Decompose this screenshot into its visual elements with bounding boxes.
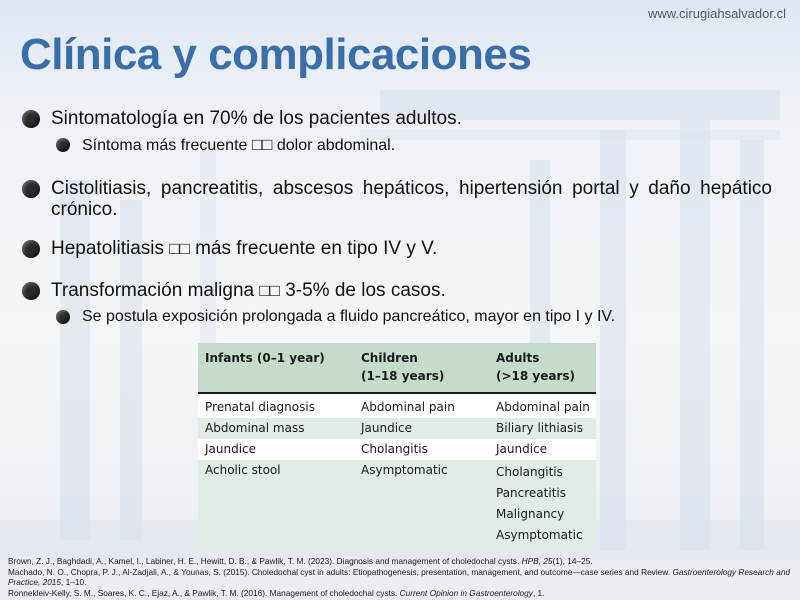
- bullet-dot-icon: [22, 240, 40, 258]
- site-url: www.cirugiahsalvador.cl: [647, 6, 786, 21]
- table-cell: [489, 460, 596, 548]
- arrow-icon: □□: [259, 281, 280, 300]
- sub-bullet-item: [56, 135, 772, 156]
- bullet-dot-icon: [56, 138, 70, 152]
- table-cell-line: Malignancy: [496, 507, 565, 521]
- header-children: Children (1–18 years): [354, 343, 489, 393]
- presentation-table: [198, 343, 596, 546]
- sub-bullet-text: Se postula exposición prolongada a fluido pancreático, mayor en tipo I y IV.: [82, 308, 616, 325]
- reference-item: Machado, N. O., Chopra, P. J., Al-Zadjali, A., & Younas, S. (2015). Choledochal cyst in adults: Etiopathogenesis, presentation, management, and outcome—case series and Review. Gastroenterology Research and Practice, 2015, 1–10.: [8, 566, 791, 588]
- bullet-dot-icon: [22, 282, 40, 300]
- arrow-icon: □□: [169, 239, 190, 258]
- bullet-dot-icon: [22, 180, 40, 198]
- table-row: [198, 460, 596, 548]
- bullet-text: Sintomatología en 70% de los pacientes adultos.: [51, 108, 462, 129]
- reference-item: Ronnekleiv-Kelly, S. M., Soares, K. C., Ejaz, A., & Pawlik, T. M. (2016). Management of choledochal cysts. Current Opinion in Gastroenterology, 1.: [8, 587, 545, 598]
- table-cell: Acholic stool: [198, 460, 354, 548]
- table-header-row: [198, 343, 596, 393]
- bullet-list: [22, 108, 772, 327]
- bullet-item: [22, 280, 772, 301]
- table-cell: Asymptomatic: [354, 460, 489, 548]
- arrow-icon: □□: [251, 135, 273, 154]
- table-cell: Abdominal mass: [198, 418, 354, 439]
- reference-item: Brown, Z. J., Baghdadi, A., Kamel, I., Labiner, H. E., Hewitt, D. B., & Pawlik, T. M. (2023). Diagnosis and management of choledochal cysts. HPB, 25(1), 14–25.: [8, 556, 593, 566]
- table-row: [198, 418, 596, 439]
- slide-title: Clínica y complicaciones: [20, 30, 532, 79]
- table-cell: Abdominal pain: [354, 393, 489, 418]
- table-cell-line: Cholangitis: [496, 465, 563, 479]
- bullet-item: [22, 108, 772, 129]
- sub-bullet-item: [56, 307, 772, 327]
- table-cell: Jaundice: [489, 439, 596, 460]
- header-adults: Adults (>18 years): [489, 343, 596, 393]
- bullet-text: Transformación maligna □□ 3-5% de los casos.: [51, 280, 446, 301]
- bullet-text: Cistolitiasis, pancreatitis, abscesos hepáticos, hipertensión portal y daño hepático crónico.: [51, 178, 772, 220]
- bullet-dot-icon: [56, 310, 70, 324]
- table-cell-line: Pancreatitis: [496, 486, 566, 500]
- table-cell: Jaundice: [354, 418, 489, 439]
- bullet-dot-icon: [22, 110, 40, 128]
- bullet-item: [22, 178, 772, 220]
- table-cell: Abdominal pain: [489, 393, 596, 418]
- references: [8, 556, 794, 598]
- table-row: [198, 439, 596, 460]
- sub-bullet-text: Síntoma más frecuente □□ dolor abdominal.: [82, 135, 396, 154]
- table-cell: Cholangitis: [354, 439, 489, 460]
- bullet-text: Hepatolitiasis □□ más frecuente en tipo IV y V.: [51, 238, 438, 259]
- table-row: [198, 393, 596, 418]
- header-infants: Infants (0–1 year): [198, 343, 354, 393]
- table-cell: Jaundice: [198, 439, 354, 460]
- table-cell: Biliary lithiasis: [489, 418, 596, 439]
- bullet-item: [22, 238, 772, 259]
- table-cell: Prenatal diagnosis: [198, 393, 354, 418]
- table-cell-line: Asymptomatic: [496, 528, 583, 542]
